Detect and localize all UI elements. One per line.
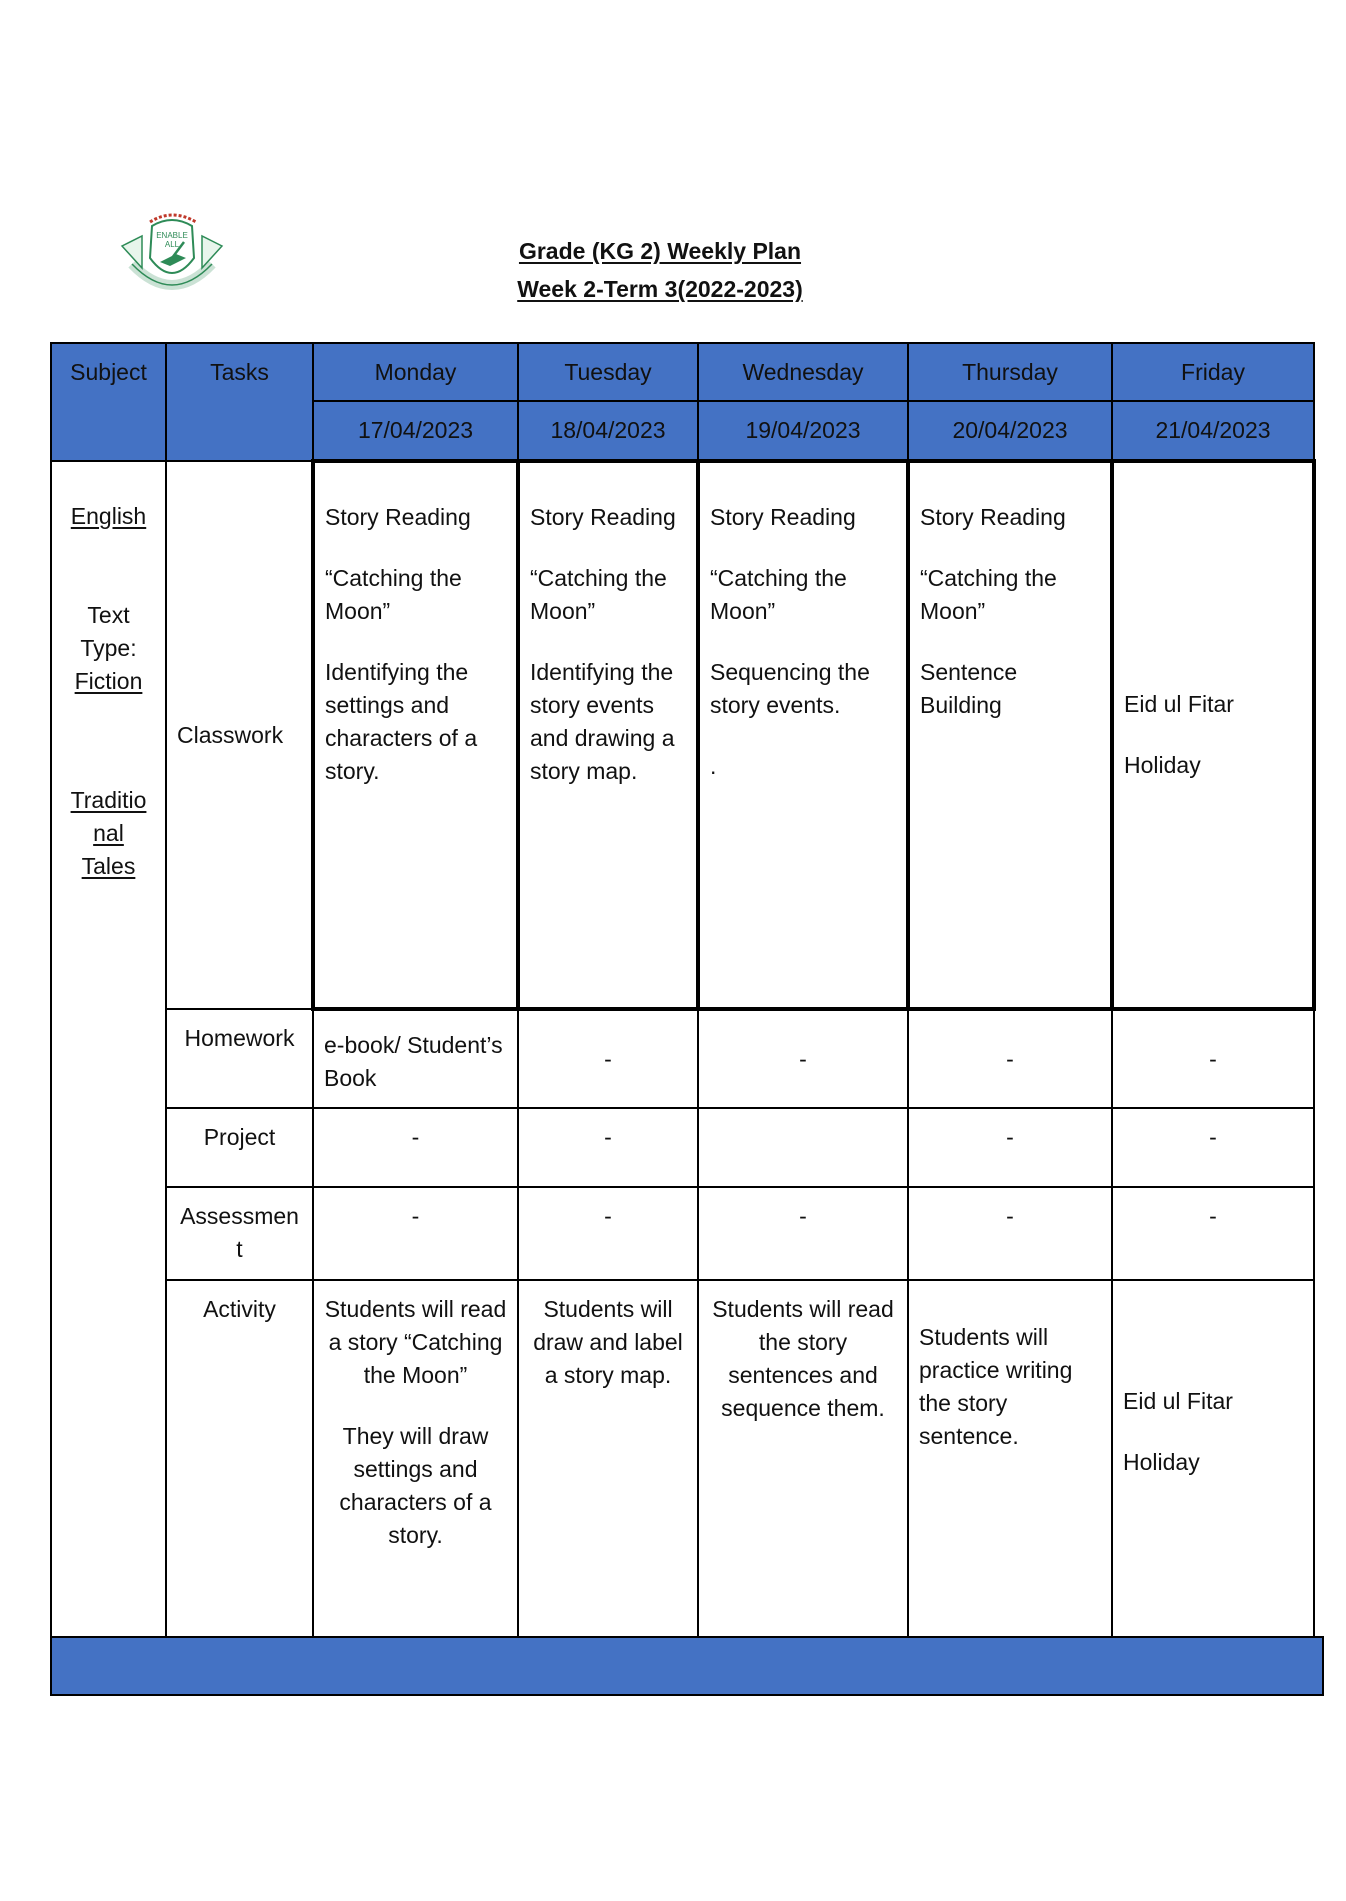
classwork-row — [51, 461, 1314, 1009]
subject-name: English — [70, 503, 147, 529]
classwork-monday — [313, 461, 518, 1009]
task-label-activity: Activity — [166, 1280, 313, 1637]
holiday-line-1: Eid ul Fitar — [1123, 1388, 1233, 1414]
assessment-tuesday: - — [518, 1187, 698, 1280]
project-friday: - — [1112, 1108, 1314, 1187]
assessment-thursday: - — [908, 1187, 1112, 1280]
homework-friday: - — [1112, 1009, 1314, 1108]
classwork-tuesday — [518, 461, 698, 1009]
holiday-line-1: Eid ul Fitar — [1124, 691, 1234, 717]
genre-line-1: Traditio — [70, 787, 147, 813]
classwork-story: “Catching the Moon” — [920, 565, 1057, 624]
header-tasks: Tasks — [166, 343, 313, 461]
classwork-objective: Identifying the settings and characters of a story. — [325, 659, 478, 784]
header-date-tuesday: 18/04/2023 — [518, 401, 698, 461]
classwork-objective: Sequencing the story events. — [710, 659, 870, 718]
title-line-week: Week 2-Term 3(2022-2023) — [517, 276, 803, 302]
header-day-wednesday: Wednesday — [698, 343, 908, 401]
weekly-plan-table — [50, 342, 1316, 1638]
classwork-title: Story Reading — [530, 504, 676, 530]
task-label-project: Project — [166, 1108, 313, 1187]
classwork-objective: Identifying the story events and drawing a story map. — [530, 659, 675, 784]
activity-tuesday — [518, 1280, 698, 1637]
activity-row — [51, 1280, 1314, 1637]
project-wednesday — [698, 1108, 908, 1187]
task-label-assessment: Assessment — [166, 1187, 313, 1280]
classwork-title: Story Reading — [325, 504, 471, 530]
genre-line-2: nal — [93, 820, 124, 846]
header-day-tuesday: Tuesday — [518, 343, 698, 401]
activity-text-2: They will draw settings and characters of a story. — [339, 1423, 492, 1548]
homework-row — [51, 1009, 1314, 1108]
header-date-thursday: 20/04/2023 — [908, 401, 1112, 461]
subject-cell — [51, 461, 166, 1637]
classwork-wednesday — [698, 461, 908, 1009]
classwork-title: Story Reading — [710, 504, 856, 530]
classwork-story: “Catching the Moon” — [710, 565, 847, 624]
activity-text: Students will draw and label a story map. — [533, 1296, 683, 1388]
classwork-thursday — [908, 461, 1112, 1009]
header-day-thursday: Thursday — [908, 343, 1112, 401]
homework-monday: e-book/ Student’s Book — [313, 1009, 518, 1108]
activity-thursday — [908, 1280, 1112, 1637]
activity-wednesday — [698, 1280, 908, 1637]
assessment-wednesday: - — [698, 1187, 908, 1280]
task-label-homework: Homework — [166, 1009, 313, 1108]
genre-line-3: Tales — [81, 853, 136, 879]
project-tuesday: - — [518, 1108, 698, 1187]
holiday-line-2: Holiday — [1123, 1449, 1200, 1475]
classwork-extra: . — [710, 753, 717, 779]
text-type-label-1: Text — [87, 602, 130, 628]
header-subject: Subject — [51, 343, 166, 461]
homework-thursday: - — [908, 1009, 1112, 1108]
text-type-label-2: Type: — [80, 635, 137, 661]
activity-text: Students will practice writing the story sentence. — [919, 1324, 1073, 1449]
svg-text:ALL: ALL — [164, 240, 180, 249]
classwork-story: “Catching the Moon” — [530, 565, 667, 624]
header-day-monday: Monday — [313, 343, 518, 401]
homework-tuesday: - — [518, 1009, 698, 1108]
classwork-friday — [1112, 461, 1314, 1009]
homework-wednesday: - — [698, 1009, 908, 1108]
title-line-grade: Grade (KG 2) Weekly Plan — [518, 238, 802, 264]
classwork-title: Story Reading — [920, 504, 1066, 530]
activity-text: Students will read a story “Catching the Moon” — [324, 1296, 507, 1388]
school-logo-icon — [112, 206, 232, 306]
assessment-friday: - — [1112, 1187, 1314, 1280]
holiday-line-2: Holiday — [1124, 752, 1201, 778]
project-row — [51, 1108, 1314, 1187]
table-footer-bar — [50, 1636, 1324, 1696]
assessment-row — [51, 1187, 1314, 1280]
header-date-friday: 21/04/2023 — [1112, 401, 1314, 461]
activity-text: Students will read the story sentences and sequence them. — [712, 1296, 894, 1421]
task-label-classwork: Classwork — [166, 461, 313, 1009]
activity-monday — [313, 1280, 518, 1637]
assessment-monday: - — [313, 1187, 518, 1280]
classwork-story: “Catching the Moon” — [325, 565, 462, 624]
text-type-value: Fiction — [74, 668, 143, 694]
header-row-days — [51, 343, 1314, 401]
project-monday: - — [313, 1108, 518, 1187]
classwork-objective: Sentence Building — [920, 659, 1018, 718]
header-date-monday: 17/04/2023 — [313, 401, 518, 461]
document-title — [420, 232, 900, 308]
header-day-friday: Friday — [1112, 343, 1314, 401]
project-thursday: - — [908, 1108, 1112, 1187]
activity-friday — [1112, 1280, 1314, 1637]
svg-text:ENABLE: ENABLE — [156, 231, 188, 240]
header-date-wednesday: 19/04/2023 — [698, 401, 908, 461]
